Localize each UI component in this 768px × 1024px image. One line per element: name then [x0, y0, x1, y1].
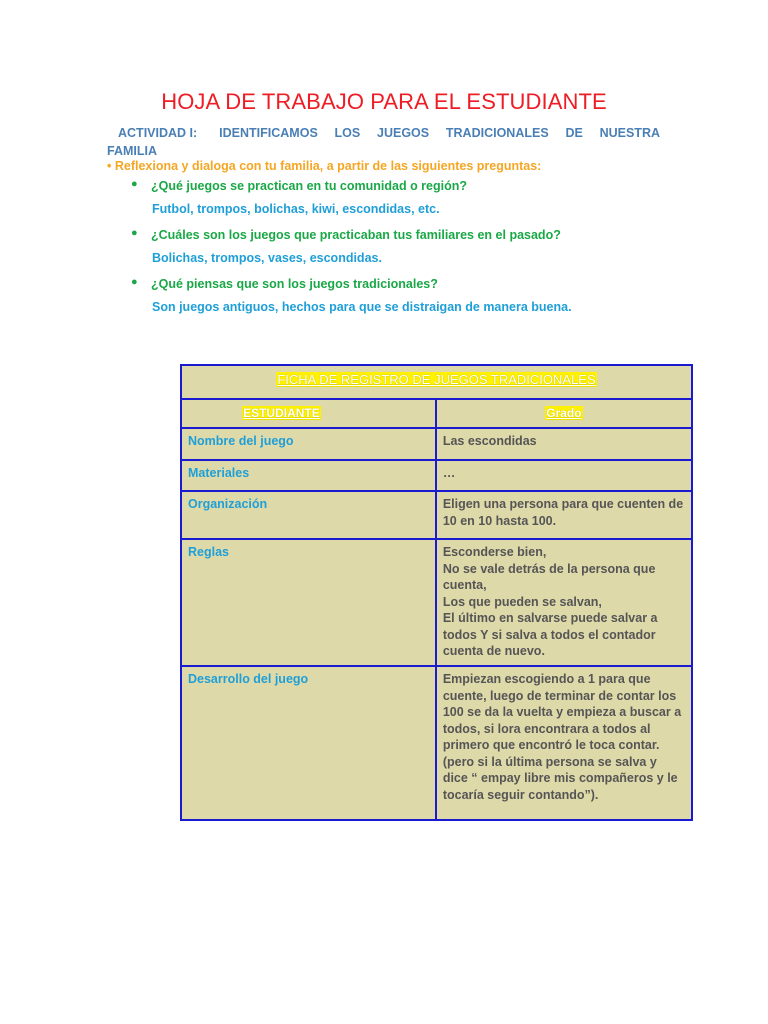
row-value: Las escondidas	[436, 428, 692, 460]
activity-word: JUEGOS	[377, 126, 430, 140]
activity-word: IDENTIFICAMOS	[219, 126, 318, 140]
row-label: Organización	[181, 491, 436, 539]
activity-word: TRADICIONALES	[445, 126, 549, 140]
col-grado	[436, 399, 692, 428]
col-estudiante	[181, 399, 436, 428]
answer: Futbol, trompos, bolichas, kiwi, escondidas, etc.	[152, 202, 440, 216]
activity-label: ACTIVIDAD I:	[118, 126, 198, 140]
ficha-table	[180, 364, 693, 821]
question: ¿Qué juegos se practican en tu comunidad o región?	[151, 179, 468, 193]
row-value: Empiezan escogiendo a 1 para que cuente, luego de terminar de contar los 100 se da la vuelta y empieza a buscar a todos, si lora encontrara a todos al primero que encontró le toca contar. (pero si la última persona se salva y dice “ empay libre mis compañeros y le tocaría seguir contando”).	[436, 666, 692, 820]
row-value: Eligen una persona para que cuenten de 10 en 10 hasta 100.	[436, 491, 692, 539]
answer: Son juegos antiguos, hechos para que se distraigan de manera buena.	[152, 300, 572, 314]
table-row	[181, 491, 692, 539]
question-block	[131, 228, 561, 265]
bullet-icon: ●	[131, 276, 138, 288]
row-label: Nombre del juego	[181, 428, 436, 460]
activity-heading	[107, 124, 660, 160]
activity-word: LOS	[334, 126, 361, 140]
ficha-title: FICHA DE REGISTRO DE JUEGOS TRADICIONALES	[277, 372, 596, 387]
question-block	[131, 179, 467, 216]
question: ¿Cuáles son los juegos que practicaban tus familiares en el pasado?	[151, 228, 561, 242]
activity-words	[219, 124, 660, 142]
row-value: …	[436, 460, 692, 491]
activity-line2: FAMILIA	[107, 144, 157, 158]
row-label: Desarrollo del juego	[181, 666, 436, 820]
row-value: Esconderse bien, No se vale detrás de la persona que cuenta, Los que pueden se salvan, El último en salvarse puede salvar a todos Y si salva a todos el contador cuenta de nuevo.	[436, 539, 692, 666]
table-row	[181, 428, 692, 460]
col-grado-label: Grado	[546, 406, 582, 420]
table-row	[181, 460, 692, 491]
table-row	[181, 539, 692, 666]
question-block	[131, 277, 572, 314]
instruction: • Reflexiona y dialoga con tu familia, a partir de las siguientes preguntas:	[107, 159, 542, 173]
col-estudiante-label: ESTUDIANTE	[243, 406, 320, 420]
activity-word: NUESTRA	[599, 126, 660, 140]
page-title: HOJA DE TRABAJO PARA EL ESTUDIANTE	[161, 89, 607, 114]
table-row	[181, 666, 692, 820]
bullet-icon: ●	[131, 227, 138, 239]
row-label: Reglas	[181, 539, 436, 666]
row-label: Materiales	[181, 460, 436, 491]
question: ¿Qué piensas que son los juegos tradicionales?	[151, 277, 438, 291]
answer: Bolichas, trompos, vases, escondidas.	[152, 251, 382, 265]
activity-word: DE	[565, 126, 583, 140]
bullet-icon: ●	[131, 178, 138, 190]
ficha-title-cell	[181, 365, 692, 399]
